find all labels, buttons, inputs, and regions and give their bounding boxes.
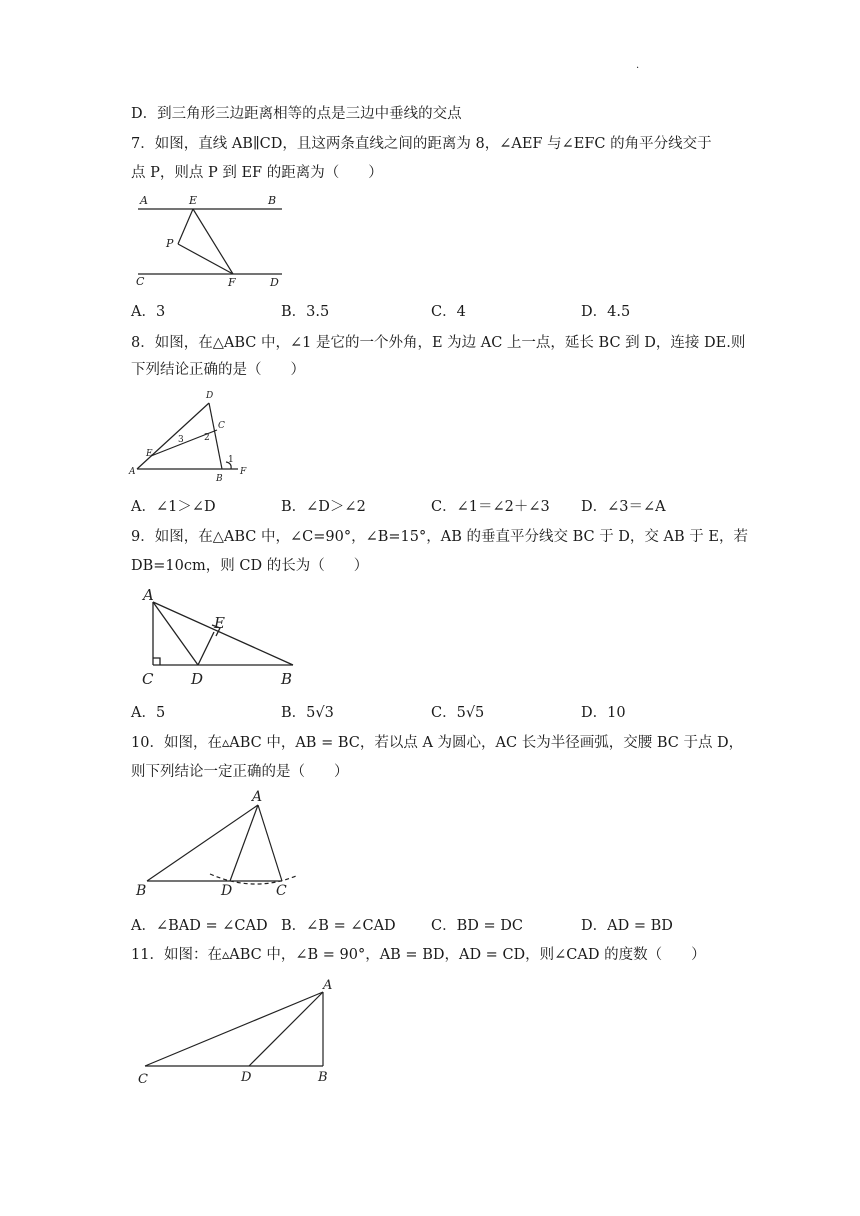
label-c: C: [218, 421, 225, 431]
q10-stem-line2: 则下列结论一定正确的是（ ）: [131, 764, 349, 780]
segment-ca: [145, 992, 323, 1066]
q9-stem-line2: DB=10cm，则 CD 的长为（ ）: [131, 558, 369, 574]
q10-stem-line1: 10．如图，在▵ABC 中，AB = BC，若以点 A 为圆心，AC 长为半径画弧，交腰 BC 于点 D，: [131, 735, 744, 751]
q7-option-a: A．3: [131, 304, 166, 320]
right-angle-c: [153, 658, 160, 665]
label-angle-2: 2: [204, 433, 210, 443]
q10-option-d: D．AD = BD: [581, 918, 673, 934]
label-d: D: [191, 670, 204, 688]
label-a: A: [252, 789, 263, 805]
segment-ab: [153, 602, 293, 665]
q10-option-c: C．BD = DC: [431, 918, 523, 934]
q8-stem-line2: 下列结论正确的是（ ）: [131, 362, 305, 378]
segment-ef: [193, 209, 233, 274]
label-d: D: [221, 883, 233, 899]
label-a: A: [143, 586, 154, 604]
q11-stem-line1: 11．如图：在▵ABC 中，∠B = 90°，AB = BD，AD = CD，则∠CAD 的度数（ ）: [131, 947, 706, 963]
q7-option-d: D．4.5: [581, 304, 631, 320]
label-e: E: [146, 449, 153, 459]
q7-option-b: B．3.5: [281, 304, 330, 320]
segment-pf: [178, 244, 233, 274]
label-p: P: [166, 237, 174, 250]
q8-option-c: C．∠1＝∠2＋∠3: [431, 499, 550, 515]
label-b: B: [136, 883, 147, 899]
q8-option-a: A．∠1＞∠D: [131, 499, 216, 515]
label-b: B: [216, 474, 223, 484]
q7-stem-line1: 7．如图，直线 AB∥CD，且这两条直线之间的距离为 8，∠AEF 与∠EFC 的角平分线交于: [131, 136, 712, 152]
q8-option-d: D．∠3＝∠A: [581, 499, 666, 515]
q9-option-a: A．5: [131, 705, 166, 721]
q10-option-b: B．∠B = ∠CAD: [281, 918, 396, 934]
label-a: A: [140, 194, 148, 207]
q9-option-d: D．10: [581, 705, 626, 721]
q7-option-c: C．4: [431, 304, 466, 320]
q11-figure: [132, 974, 342, 1090]
segment-ep: [178, 209, 193, 244]
label-b: B: [318, 1070, 328, 1085]
label-c: C: [136, 275, 145, 288]
label-b: B: [268, 194, 277, 207]
label-e: E: [214, 614, 225, 632]
label-c: C: [138, 1072, 148, 1087]
label-d: D: [206, 391, 214, 401]
label-d: D: [241, 1070, 252, 1085]
q9-figure: [138, 584, 308, 690]
segment-ad: [137, 403, 209, 469]
label-angle-3: 3: [178, 435, 184, 445]
q8-figure: [128, 386, 253, 484]
q7-figure: [136, 192, 286, 288]
segment-ad: [249, 992, 323, 1066]
q9-stem-line1: 9．如图，在△ABC 中，∠C=90°，∠B=15°，AB 的垂直平分线交 BC 于 D，交 AB 于 E，若: [131, 529, 748, 545]
q7-stem-line2: 点 P，则点 P 到 EF 的距离为（ ）: [131, 165, 383, 181]
segment-db: [209, 403, 222, 469]
q9-option-c: C．5√5: [431, 705, 485, 721]
q8-stem-line1: 8．如图，在△ABC 中，∠1 是它的一个外角，E 为边 AC 上一点，延长 BC 到 D，连接 DE.则: [131, 335, 746, 351]
label-c: C: [276, 883, 287, 899]
segment-ac: [258, 805, 282, 881]
label-b: B: [281, 670, 293, 688]
page-mark: .: [636, 60, 640, 71]
label-c: C: [142, 670, 154, 688]
q10-figure: [134, 788, 304, 904]
label-d: D: [270, 276, 279, 288]
q8-option-b: B．∠D＞∠2: [281, 499, 366, 515]
label-a: A: [129, 467, 136, 477]
segment-ad: [230, 805, 258, 881]
segment-ba: [147, 805, 258, 881]
segment-de: [198, 632, 214, 665]
label-f: F: [240, 467, 247, 477]
label-e: E: [189, 194, 198, 207]
label-f: F: [228, 276, 236, 288]
q9-option-b: B．5√3: [281, 705, 334, 721]
label-angle-1: 1: [228, 455, 234, 465]
q6-option-d: D．到三角形三边距离相等的点是三边中垂线的交点: [131, 106, 462, 122]
q10-option-a: A．∠BAD = ∠CAD: [131, 918, 268, 934]
label-a: A: [323, 978, 333, 993]
